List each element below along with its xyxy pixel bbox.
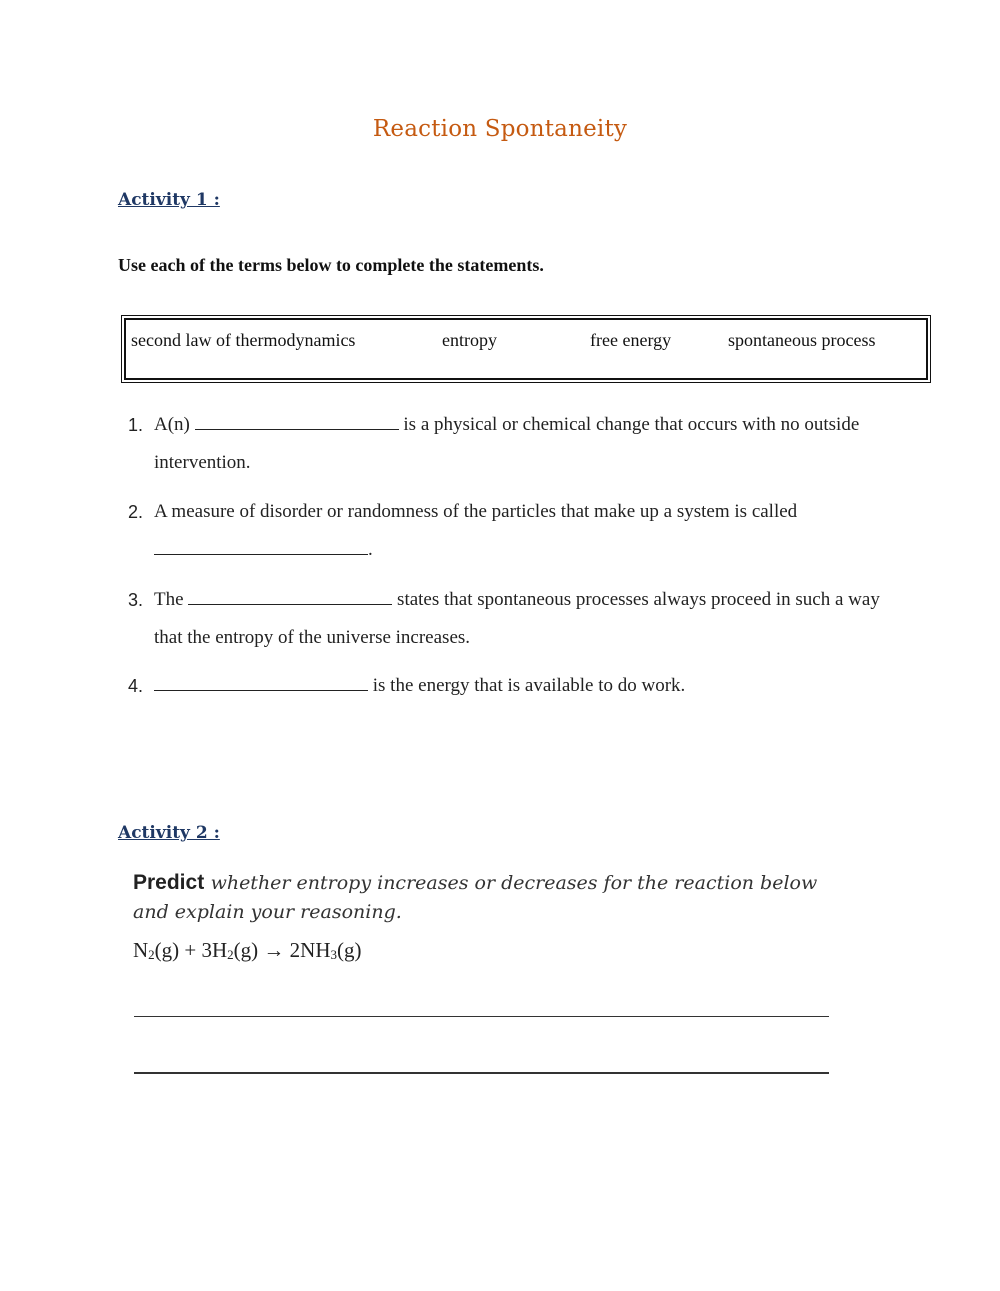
activity-1-heading: Activity 1 : (118, 190, 220, 210)
word-bank (124, 318, 928, 380)
question-text: A measure of disorder or randomness of the particles that make up a system is called (154, 501, 798, 522)
answer-line-1[interactable] (134, 1016, 829, 1017)
predict-label: Predict (133, 871, 205, 894)
answer-line-2[interactable] (134, 1072, 829, 1074)
question-number: 3. (128, 590, 144, 610)
answer-blank[interactable] (188, 588, 392, 605)
question-text: is a physical or chemical change that occurs with no outside (403, 414, 860, 435)
instructions: Use each of the terms below to complete the statements. (118, 255, 544, 275)
question-text: . (368, 539, 373, 560)
question-text: states that spontaneous processes always proceed in such a way (397, 589, 880, 610)
predict-prompt (133, 868, 833, 926)
question-2 (128, 493, 928, 569)
question-number: 1. (128, 415, 144, 435)
answer-blank[interactable] (154, 538, 368, 555)
question-text: The (154, 589, 184, 610)
answer-blank[interactable] (154, 674, 368, 691)
question-text: intervention. (154, 452, 251, 473)
answer-blank[interactable] (195, 413, 399, 430)
question-3 (128, 581, 928, 657)
question-number: 4. (128, 676, 144, 696)
term-spontaneous-process: spontaneous process (728, 330, 876, 350)
term-second-law: second law of thermodynamics (131, 330, 356, 350)
predict-text: whether entropy increases or decreases for the reaction below (210, 872, 818, 894)
question-text: that the entropy of the universe increases. (154, 627, 471, 648)
question-text: is the energy that is available to do work. (372, 675, 686, 696)
term-free-energy: free energy (590, 330, 672, 350)
question-4 (128, 667, 928, 705)
question-1 (128, 406, 928, 482)
page-title: Reaction Spontaneity (372, 116, 628, 142)
reaction-equation: $N_2(g) + 3H_2(g) \to 2NH_3(g)$ (133, 938, 362, 962)
question-number: 2. (128, 502, 144, 522)
activity-2-heading: Activity 2 : (118, 823, 220, 843)
term-entropy: entropy (442, 330, 497, 350)
question-text: A(n) (154, 414, 190, 435)
predict-text: and explain your reasoning. (133, 901, 402, 923)
